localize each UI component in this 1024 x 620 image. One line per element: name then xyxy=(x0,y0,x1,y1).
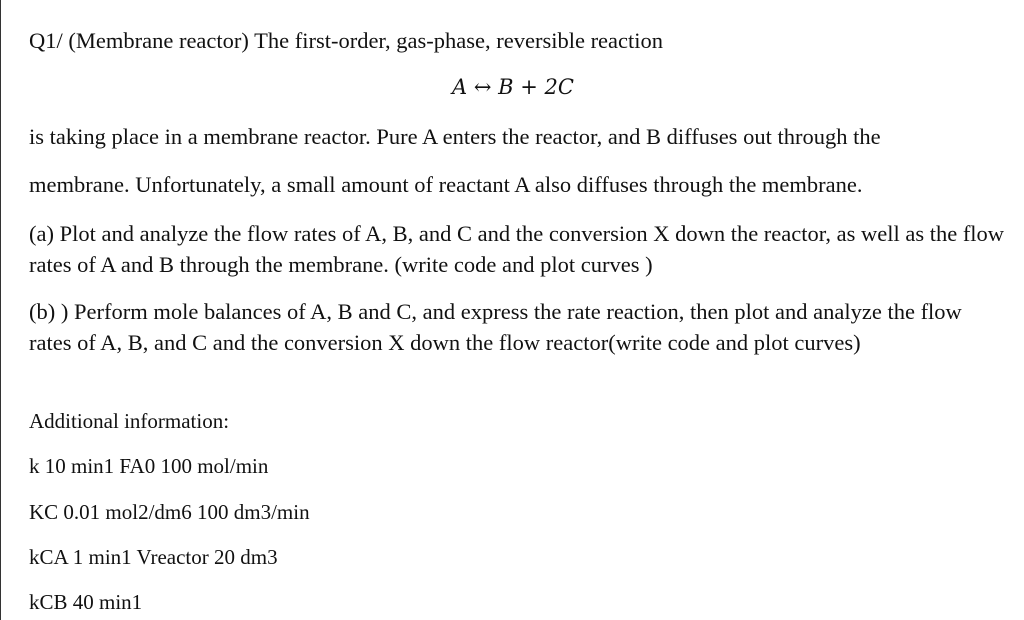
additional-info-line-3: kCA 1 min1 Vreactor 20 dm3 xyxy=(29,545,278,569)
intro-line-2: membrane. Unfortunately, a small amount of reactant A also diffuses through the membrane. xyxy=(29,172,863,197)
intro-line-1: is taking place in a membrane reactor. Pure A enters the reactor, and B diffuses out through the xyxy=(29,124,881,149)
part-b-text: (b) ) Perform mole balances of A, B and C, and express the rate reaction, then plot and analyze the flow rates of A, B, and C and the conversion X down the flow reactor(write code and plot curves) xyxy=(29,299,962,355)
additional-info-heading: Additional information: xyxy=(29,409,230,433)
part-a-text: (a) Plot and analyze the flow rates of A, B, and C and the conversion X down the reactor, as well as the flow rates of A and B through the membrane. (write code and plot curves ) xyxy=(29,221,1005,277)
additional-info-line-2: KC 0.01 mol2/dm6 100 dm3/min xyxy=(29,500,310,524)
additional-info-line-1: k 10 min1 FA0 100 mol/min xyxy=(29,454,269,478)
question-title: Q1/ (Membrane reactor) The first-order, gas-phase, reversible reaction xyxy=(29,28,664,53)
reaction-equation: A ↔ B + 2C xyxy=(452,75,574,99)
additional-info-line-4: kCB 40 min1 xyxy=(29,590,143,614)
